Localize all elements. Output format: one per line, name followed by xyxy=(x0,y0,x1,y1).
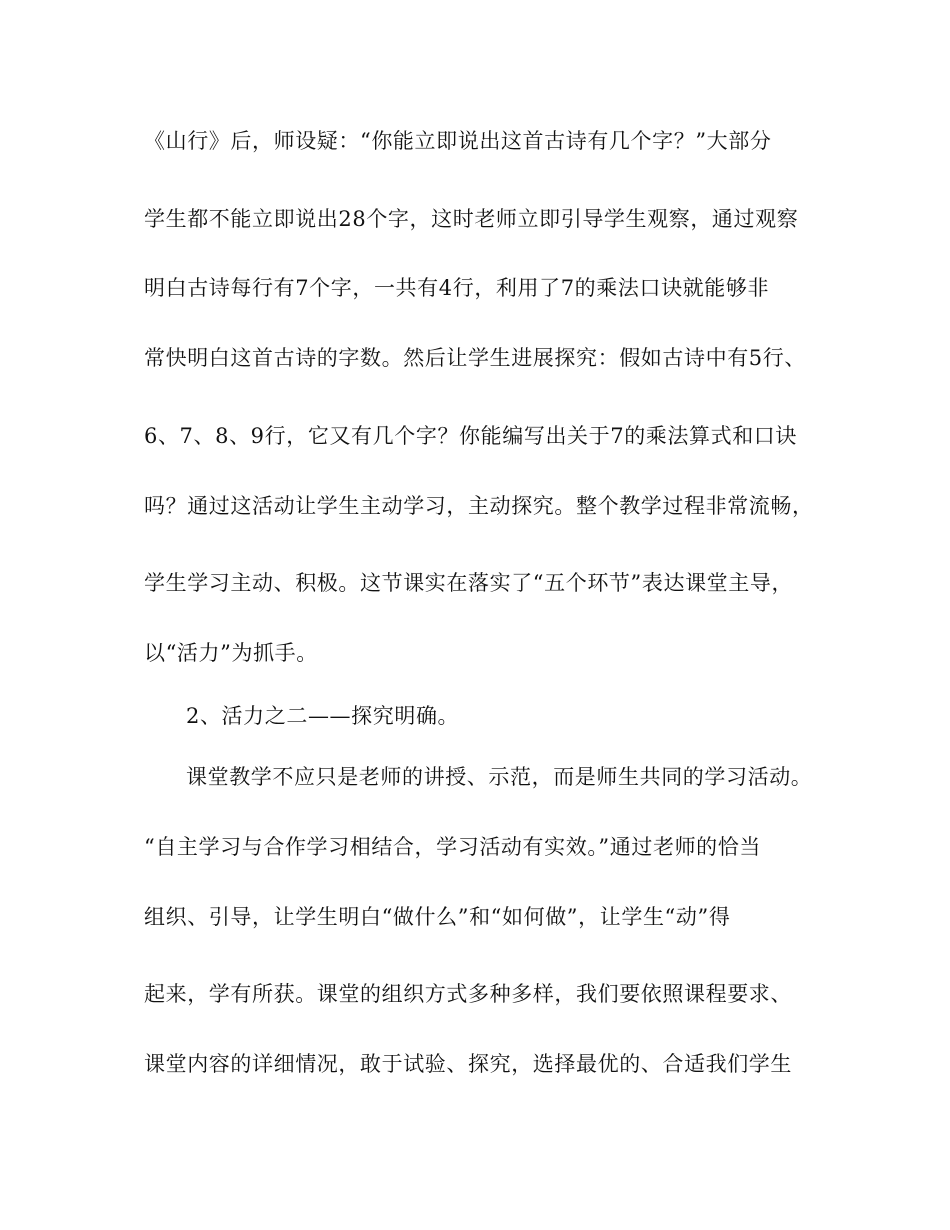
text-line-12: 组织、引导，让学生明白“做什么”和“如何做”，让学生“动”得 xyxy=(144,905,731,929)
section-heading: 2、活力之二——探究明确。 xyxy=(186,704,460,728)
text-line-2: 学生都不能立即说出28个字，这时老师立即引导学生观察，通过观察 xyxy=(144,207,799,231)
paragraph-start-line: 课堂教学不应只是老师的讲授、示范，而是师生共同的学习活动。 xyxy=(186,765,813,789)
text-line-4: 常快明白这首古诗的字数。然后让学生进展探究：假如古诗中有5行、 xyxy=(144,346,806,370)
text-line-6: 吗？通过这活动让学生主动学习，主动探究。整个教学过程非常流畅， xyxy=(144,494,814,518)
text-line-7: 学生学习主动、积极。这节课实在落实了“五个环节”表达课堂主导， xyxy=(144,571,794,595)
text-line-3: 明白古诗每行有7个字，一共有4行，利用了7的乘法口诀就能够非 xyxy=(144,276,770,300)
text-line-1: 《山行》后，师设疑：“你能立即说出这首古诗有几个字？”大部分 xyxy=(144,129,772,153)
text-line-11: “自主学习与合作学习相结合，学习活动有实效。”通过老师的恰当 xyxy=(144,835,761,859)
text-line-5: 6、7、8、9行，它又有几个字？你能编写出关于7的乘法算式和口诀 xyxy=(144,424,798,448)
text-line-14: 课堂内容的详细情况，敢于试验、探究，选择最优的、合适我们学生 xyxy=(144,1052,792,1076)
text-line-8: 以“活力”为抓手。 xyxy=(144,641,318,665)
text-line-13: 起来，学有所获。课堂的组织方式多种多样，我们要依照课程要求、 xyxy=(144,982,792,1006)
